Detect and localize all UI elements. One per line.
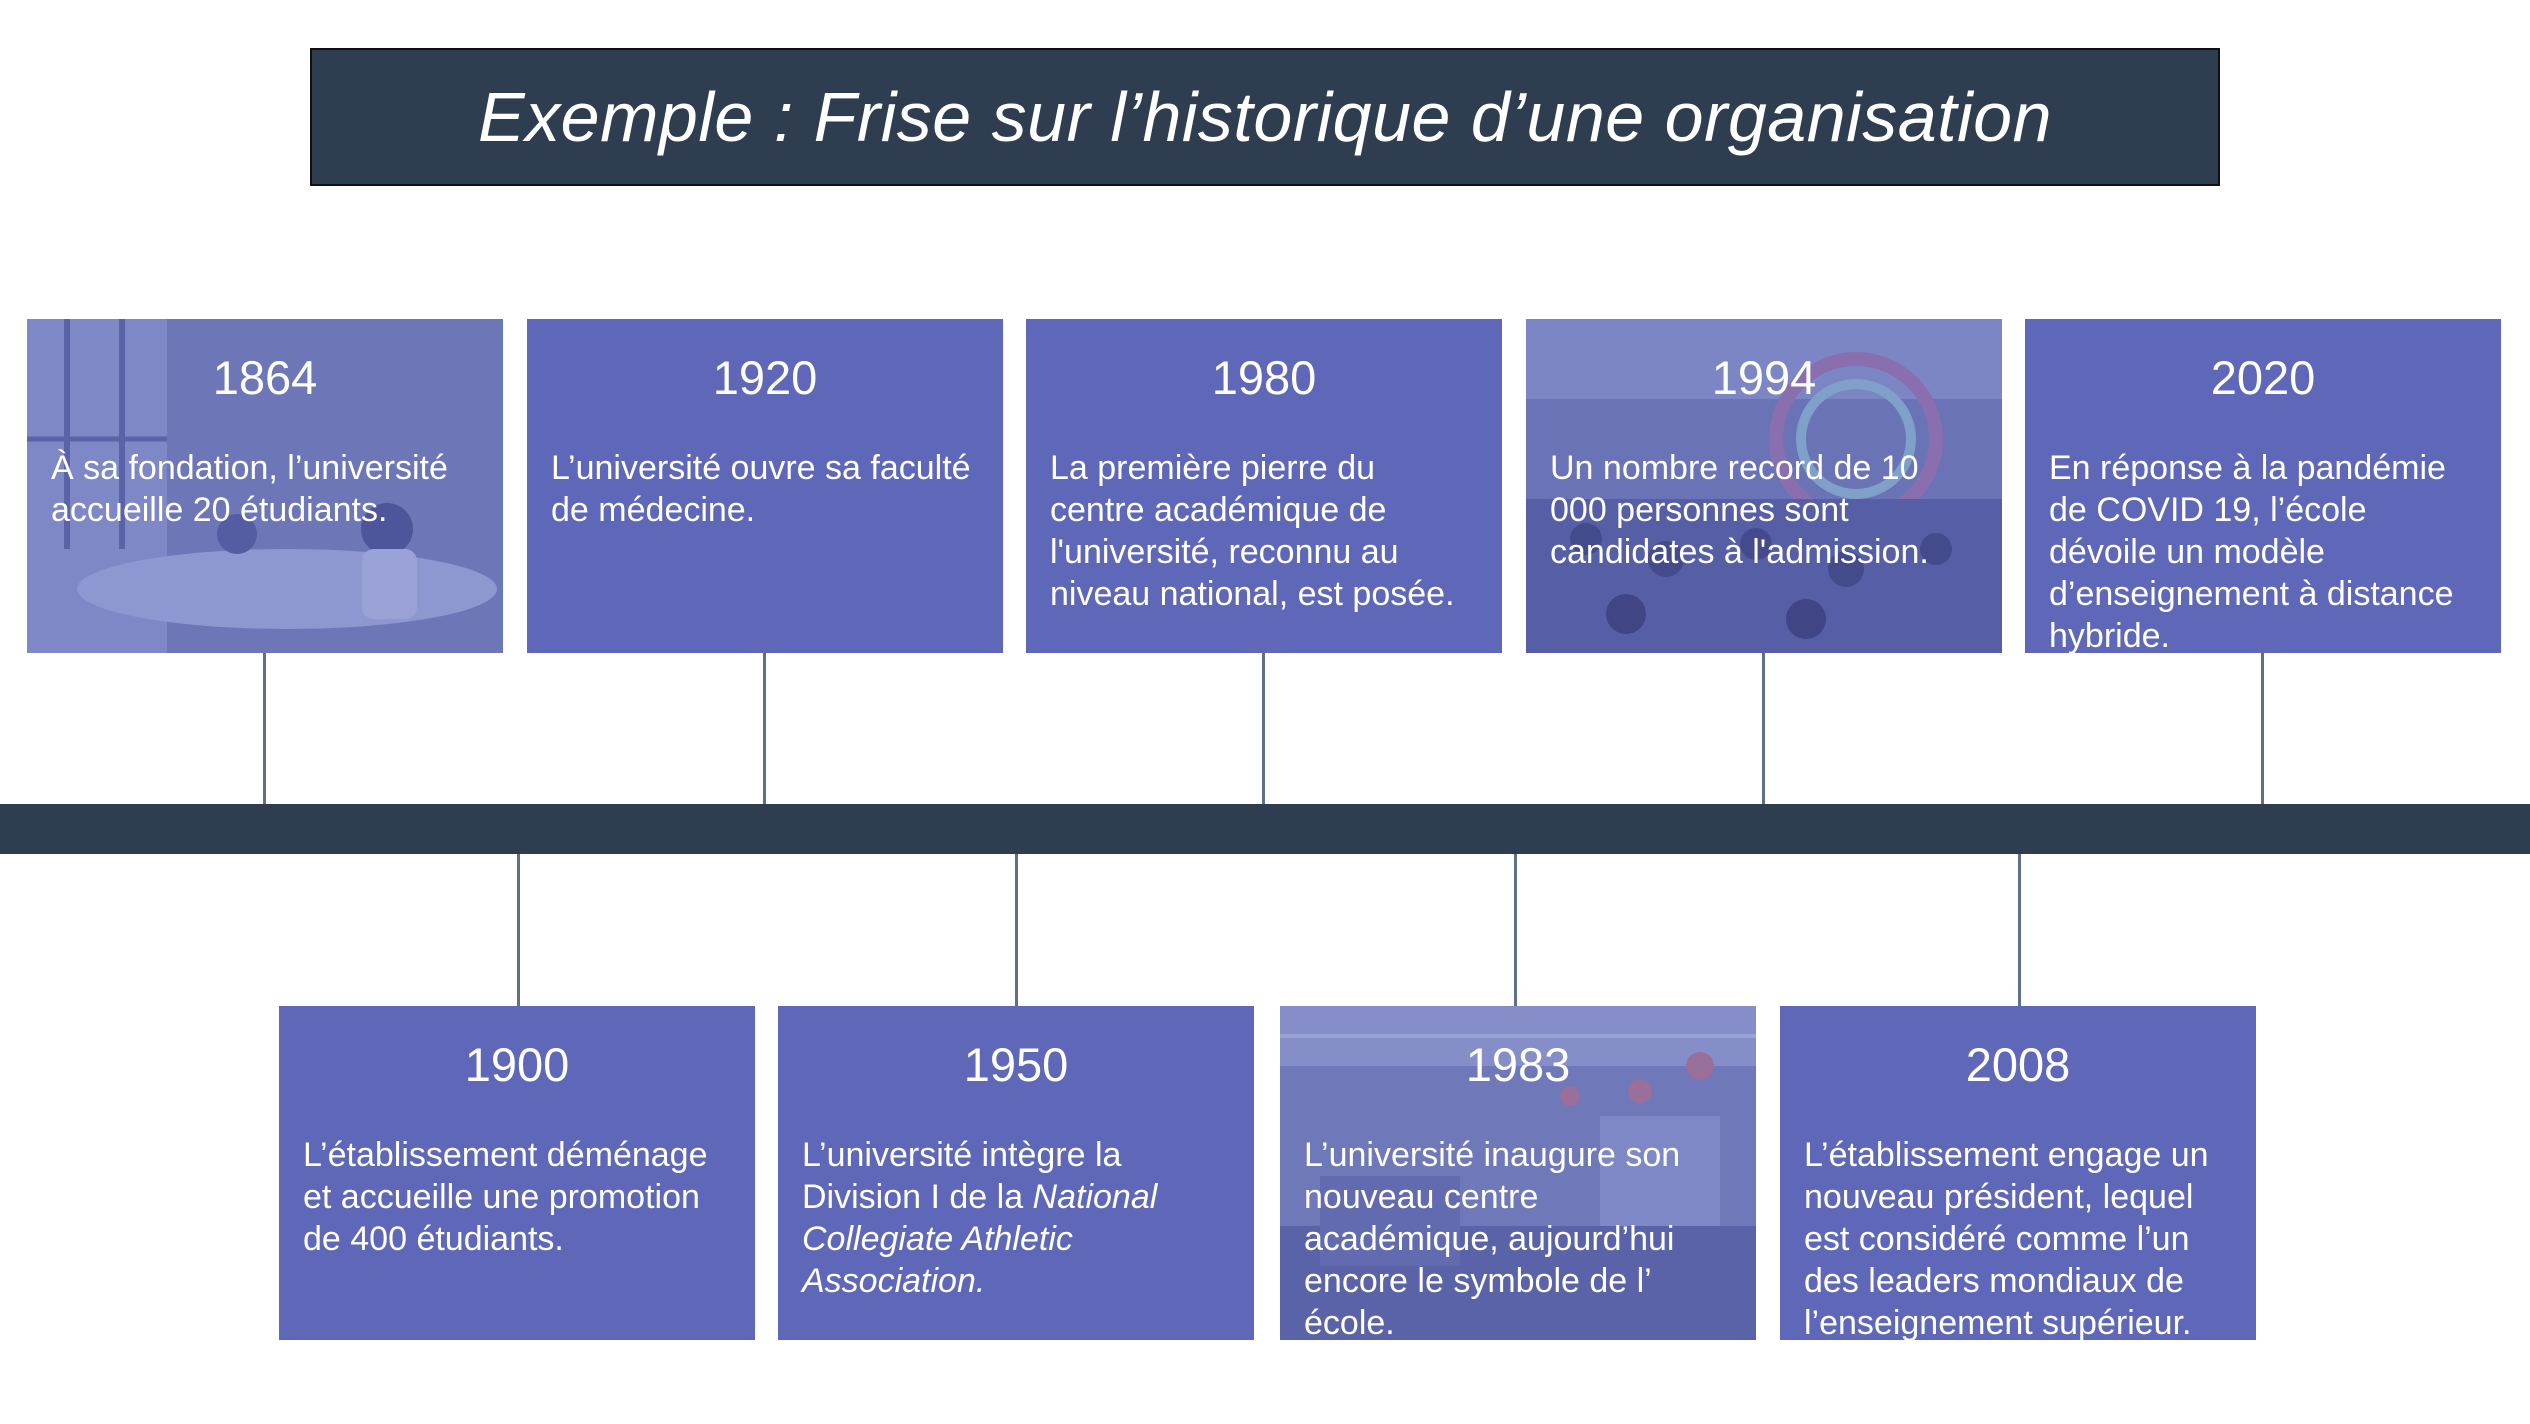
event-card-1994 [1526, 319, 2002, 653]
event-year: 1864 [212, 351, 318, 404]
event-year: 1950 [963, 1038, 1069, 1091]
page-title: Exemple : Frise sur l’historique d’une organisation [477, 78, 2053, 156]
connector-1950 [1015, 854, 1018, 1006]
connector-2008 [2018, 854, 2021, 1006]
title-banner [310, 48, 2220, 186]
connector-1983 [1514, 854, 1517, 1006]
connector-1994 [1762, 652, 1765, 804]
event-description: La première pierre du centre académique de l'université, reconnu au niveau national, est posée. [1050, 449, 1455, 613]
connector-1900 [517, 854, 520, 1006]
event-description: À sa fondation, l’université accueille 20 étudiants. [51, 449, 448, 529]
event-description: L’établissement engage un nouveau président, lequel est considéré comme l’un des leaders mondiaux de l’enseignement supérieur. [1804, 1136, 2209, 1340]
event-card-1900 [279, 1006, 755, 1340]
event-year: 1920 [712, 351, 818, 404]
event-description-text: L’université intègre la Division I de la [802, 1136, 1122, 1216]
event-card-2020 [2025, 319, 2501, 653]
event-card-1950 [778, 1006, 1254, 1340]
event-year: 1980 [1211, 351, 1317, 404]
event-description: Un nombre record de 10 000 personnes sont candidates à l'admission. [1550, 449, 1929, 571]
event-description: L’université ouvre sa faculté de médecine. [551, 449, 971, 529]
connector-1920 [763, 652, 766, 804]
event-year: 2020 [2210, 351, 2316, 404]
event-card-1920 [527, 319, 1003, 653]
event-description: En réponse à la pandémie de COVID 19, l’école dévoile un modèle d’enseignement à distance hybride. [2049, 449, 2454, 653]
event-description: L’établissement déménage et accueille une promotion de 400 étudiants. [303, 1136, 708, 1258]
connector-1980 [1262, 652, 1265, 804]
event-description: L’université inaugure son nouveau centre académique, aujourd’hui encore le symbole de l’ école. [1304, 1136, 1681, 1340]
event-description-italic: National Collegiate Athletic Association. [802, 1178, 1158, 1300]
timeline-bar [0, 804, 2530, 854]
event-description [778, 1098, 1254, 1302]
event-year: 1900 [464, 1038, 570, 1091]
event-year: 1983 [1465, 1038, 1571, 1091]
connector-1864 [263, 652, 266, 804]
connector-2020 [2261, 652, 2264, 804]
event-card-1864 [27, 319, 503, 653]
event-year: 2008 [1965, 1038, 2071, 1091]
event-card-2008 [1780, 1006, 2256, 1340]
event-card-1980 [1026, 319, 1502, 653]
event-year: 1994 [1711, 351, 1817, 404]
event-card-1983 [1280, 1006, 1756, 1340]
